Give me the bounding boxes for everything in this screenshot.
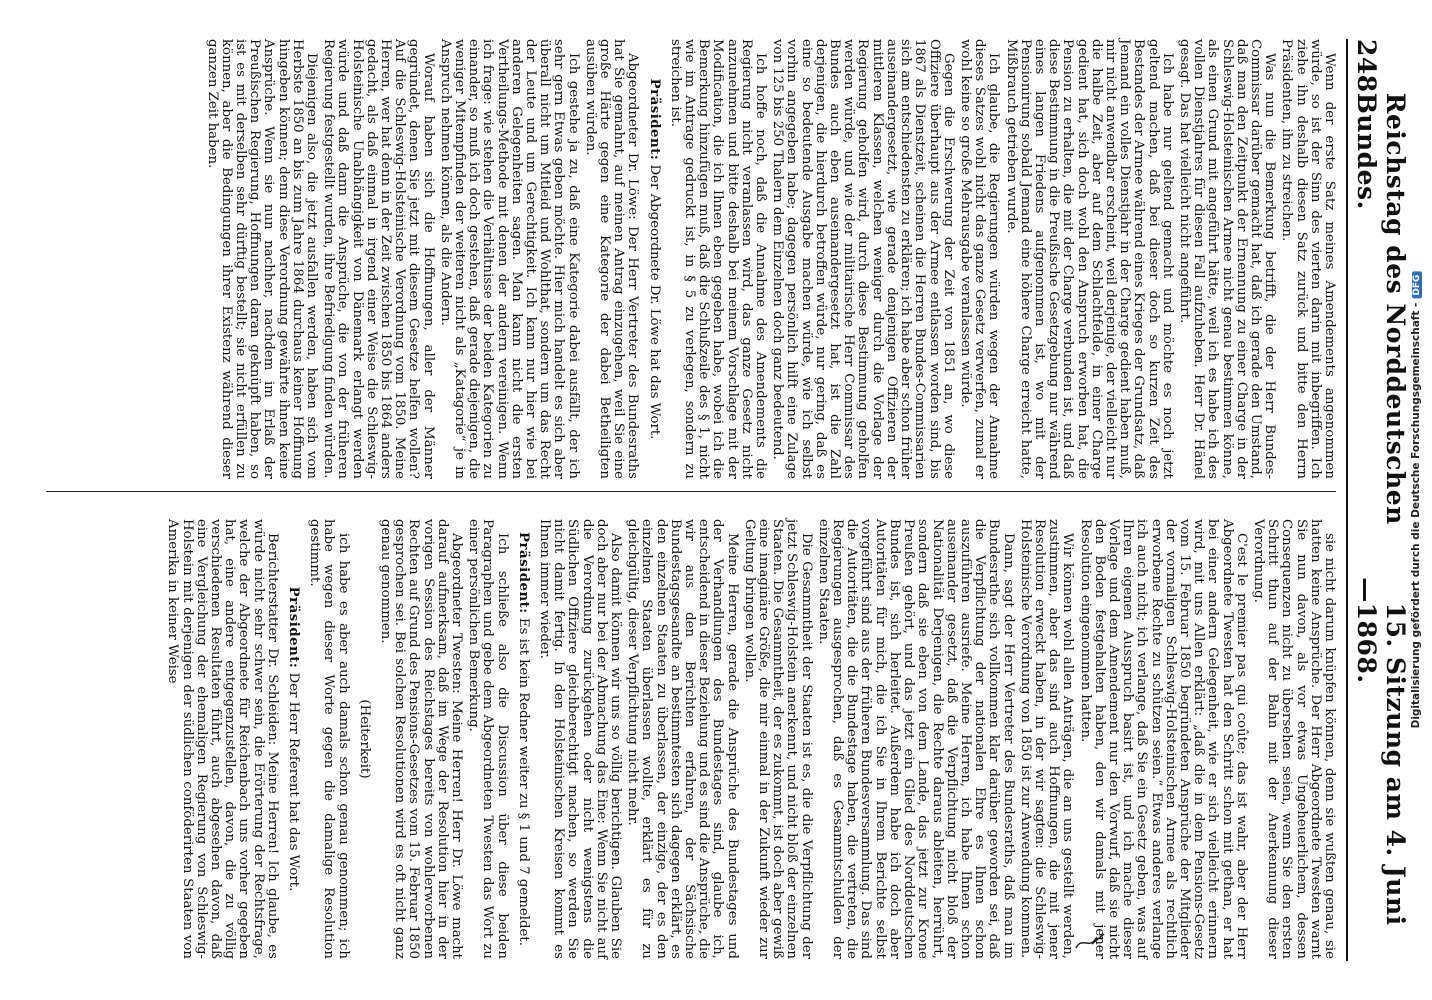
paragraph bbox=[1251, 519, 1336, 959]
paragraph bbox=[286, 519, 300, 959]
text-column-left bbox=[201, 39, 1336, 479]
paragraph bbox=[307, 519, 350, 959]
paragraph-text: C'est le premier pas qui coûte; das ist wahr, aber der Herr Abgeordnete Twesten hat den Schritt schon mit gethan, er hat bei einer andern Gelegenheit, wie er sich vielleicht erinnern wird, mit uns Allen erklärt: „daß die in dem Pensions-Gesetz vom 15. Februar 1850 begründeten Ansprüche der Mitglieder der vormaligen Schleswig-Holsteinischen Armee als rechtlich erworbene Rechte zu schützen seien.“ Etwas anderes verlange ich auch nicht; ich verlange, daß Sie ein Gesetz geben, was auf Ihren eigenen Ausspruch basirt ist, und ich mache dieser Vorlage und dem Amendement nur den Vorwurf, daß sie nicht den Boden festgehalten haben, den wir damals mit jener Resolution eingenommen hatten. bbox=[1077, 519, 1249, 959]
paragraph-text: Ich glaube, die Regierungen würden wegen der Annahme dieses Satzes wohl nicht das ganze Gesetz verwerfen, zumal er wohl keine so große Mehrausgabe veranlassen würde. bbox=[957, 39, 1002, 479]
paragraph-text: Worauf haben sich die Hoffnungen, aller der Männer gegründet, denen Sie jetzt mit diesem Gesetze helfen wollen? Auf die Schleswig-Holsteinische Verordnung vom 1850. Meine Herren, wer hat denn in der Zeit zwischen 1850 bis 1864 anders gedacht, als daß einmal in irgend einer Weise die Schleswig-Holsteinische Unabhängigkeit von Dänemark erlangt werden würde und daß dann die Ansprüche, die von der früheren Regierung festgestellt wurden, ihre Befriedigung finden würden. bbox=[321, 39, 436, 479]
paragraph bbox=[816, 519, 1015, 959]
paragraph bbox=[204, 39, 318, 479]
paragraph-text: Ich hoffe noch, daß die Annahme des Amendements die Regierung nicht veranlassen wird, das ganze Gesetz nicht anzunehmen und bitte deshalb bei meinem Vorschlage mit der Modification, die ich Ihnen eben gegeben habe, wobei ich die Bemerkung hinzufügen muß, daß die Schlußzeile des § 1, nicht wie im Antrage gedruckt ist, in § 5 zu verlegen, sondern zu streichen ist. bbox=[667, 39, 769, 479]
paragraph bbox=[357, 519, 371, 959]
paragraph-text: Gegen die Erschwerung der Zeit von 1851 an, wo diese Offiziere überhaupt aus der Armee entlassen worden sind, bis 1867 als Dienstzeit, scheinen die Herren Bundes-Commissarien sich am entschiedensten zu erklären; ich habe aber schon früher auseinandergesetzt, wie gerade denjenigen Offizieren der mittleren Klassen, welchen weniger durch die Vorlage der Regierung geholfen wird, durch diese Bestimmung geholfen werden würde, und wie der militairische Herr Commissar des Bundes auch eben auseinandergesetzt hat, ist die Zahl derjenigen, die hierdurch betroffen würde, nur gering, daß es eine so bedeutende Ausgabe machen würde, wie ich selbst vorhin angegeben habe; dagegen persönlich hilft eine Zulage von 125 bis 250 Thalern dem Einzelnen doch ganz bedeutend. bbox=[770, 39, 956, 479]
paragraph bbox=[625, 519, 739, 959]
speaker-label: Präsident: bbox=[285, 586, 301, 669]
paragraph bbox=[1177, 39, 1276, 479]
paragraph-text: Es ist kein Redner weiter zu § 1 und 7 gemeldet. bbox=[515, 617, 531, 946]
digitization-credit bbox=[1406, 0, 1426, 1000]
paragraph-text: Abgeordneter Dr. Löwe: Der Herr Vertreter des Bundesraths hat Sie gemahnt, auf meinen Antrag einzugehen, weil Sie eine große Härte gegen eine Kategorie der dabei Betheiligten ausüben würden. bbox=[582, 39, 641, 479]
text-column-right bbox=[162, 519, 1336, 959]
paragraph bbox=[1077, 519, 1247, 959]
paragraph bbox=[321, 39, 435, 479]
paragraph-text: Ich schließe also die Discussion über diese beiden Paragraphen und gebe dem Abgeordneten Twesten das Wort zu einer persönlichen Bemerkung. bbox=[466, 519, 510, 959]
paragraph bbox=[742, 519, 813, 959]
paragraph bbox=[516, 519, 530, 959]
credit-text: Digitalisierung gefördert durch die Deutsche Forschungsgemeinschaft - bbox=[1410, 302, 1422, 729]
paragraph-text: Also damit können wir uns so völlig berichtigen. Glauben Sie doch aber nur bei der Abmachung das Eine: Wenn Sie nicht auf die Verordnung zurückgehen oder nicht wenigstens die Südlichen Offiziere gleichberechtigt machen, so werden Sie nicht damit fertig. In den Holsteinischen Kreisen kommt es Ihnen immer wieder. bbox=[537, 519, 624, 959]
column-divider bbox=[46, 491, 1336, 492]
header-separator: — bbox=[1352, 577, 1381, 603]
paragraph-text: ich habe es aber auch damals schon genau genommen; ich habe wegen dieser Worte gegen die damalige Resolution gestimmt. bbox=[307, 519, 351, 959]
paragraph bbox=[378, 519, 463, 959]
paragraph bbox=[583, 39, 640, 479]
paragraph bbox=[165, 519, 279, 959]
paragraph-text: Ich habe nur geltend gemacht und möchte es noch jetzt geltend machen, daß bei dieser doch so kurzen Zeit des Bestandes der Armee während eines Krieges der Grundsatz, daß Jemand ein volles Dienstjahr in der Charge gedient haben muß, mir nicht anwendbar erscheint, weil derjenige, der vielleicht nur die halbe Zeit, aber auf dem Schlachtfelde, in einer Charge gedient hat, sich doch wohl den Anspruch erworben hat, die Pension zu erhalten, die mit der Charge verbunden ist, und daß diese Bestimmung in die Preußische Gesetzgebung nur während eines langen Friedens aufgenommen ist, wo mit der Pensionirung sobald Jemand eine höhere Charge erreicht hatte, Mißbrauch getrieben wurde. bbox=[1003, 39, 1175, 479]
paragraph bbox=[770, 39, 955, 479]
paragraph bbox=[466, 519, 509, 959]
paragraph-text: (Heiterkeit) bbox=[356, 699, 372, 779]
paragraph bbox=[958, 39, 1001, 479]
paragraph bbox=[438, 39, 580, 479]
paragraph bbox=[1018, 519, 1075, 959]
paragraph bbox=[668, 39, 767, 479]
paragraph-text: Dann, sagt der Herr Vertreter des Bundesraths, daß man im Bundesrathe sich vollkommen klar darüber geworden sei, daß die Verpflichtung der nationalen Ehre es Ihnen schon auszuführen ausriefe. Meine Herren, ich habe Ihnen schon auseinander gesetzt, daß die Verpflichtung nicht bloß der Nationalität Derjenigen, die Rechte daraus ableiten, herrührt, sondern daß sie eben von dem Lande, das jetzt zur Krone Preußen gehört, und das jetzt ein Glied des Norddeutschen Bundes ist, sich herleitet. Außerdem habe ich doch aber Autoritäten für mich, die ich Sie in Ihrem Berichte selbst vorgeführt sind aus der früheren Bundesversammlung. Das sind die Autoritäten, die die Bundestage haben, die vertreten, die Regierungen ausgesprochen, daß es Gesammtschulden der einzelnen Staaten. bbox=[815, 519, 1016, 959]
paragraph-text: Wir können wohl allen Anträgen, die an uns gestellt werden, zustimmen, aber das sind auch Hoffnungen, die mit jener Resolution erweckt haben, in der wir sagten: die Schleswig-Holsteinische Verordnung von 1850 ist zur Anwendung kommen. bbox=[1017, 519, 1076, 959]
paragraph-text: Meine Herren, gerade die Ansprüche des Bundestages und der Verhandlungen des Bundestages sind, glaube ich, entscheidend in dieser Beziehung und es sind die Ansprüche, die wir aus den Berichten erfahren, der Sächsische Bundestagsgesandte an bestimmtesten sich dagegen erklärt, es den einzelnen Staaten zu überlassen, der einzige, der es den einzelnen Staaten überlassen wollte, erklärt es für zu gleichgültig, dieser Verpflichtung nicht mehr. bbox=[625, 519, 740, 959]
paragraph-text: Der Abgeordnete Dr. Löwe hat das Wort. bbox=[646, 164, 662, 440]
dfg-logo: DFG bbox=[1412, 272, 1422, 299]
pen-mark bbox=[1072, 930, 1108, 954]
newspaper-page bbox=[26, 5, 1410, 995]
paragraph bbox=[1279, 39, 1336, 479]
speaker-label: Präsident: bbox=[515, 532, 531, 614]
paragraph-text: Wenn der erste Satz meines Amendements angenommen würde, so ist der Sinn des vierten darin mit inbegriffen. Ich ziehe ihn deshalb diesen Satz zurück und bitte den Herrn Präsidenten, ihn zu streichen. bbox=[1279, 39, 1337, 479]
paragraph-text: Der Herr Referent hat das Wort. bbox=[285, 672, 301, 892]
paragraph bbox=[1003, 39, 1173, 479]
paragraph-text: Diejenigen also, die jetzt ausfallen werden, haben sich vom Herbste 1850 an bis zum Jahre 1864 durchaus keiner Hoffnung hingeben können; denn diese Verordnung gewährte ihnen keine Ansprüche. Wenn sie nun nachher, nachdem im Erlaß der Preußischen Regierung, Hoffnungen daran geknüpft haben, so ist es mit derselben sehr dürftig bestellt; sie nicht erfüllen zu können, aber die Bedingungen ihrer Existenz während dieser ganzen Zeit haben. bbox=[204, 39, 319, 479]
speaker-label: Präsident: bbox=[646, 78, 662, 161]
paragraph-text: sie nicht darum knüpfen können, denn sie wußten genau, sie hatten keine Ansprüche. Der Herr Abgeordnete Twesten warnt Sie nun davon, als vor etwas Ungeheuerlichem, dessen Consequenzen nicht zu übersehen seien, wenn Sie den ersten Schritt thun auf der Bahn mit der Anerkennung dieser Verordnung. bbox=[1250, 519, 1337, 959]
header-left-title: Reichstag des Norddeutschen Bundes. bbox=[1352, 92, 1410, 525]
paragraph bbox=[537, 519, 622, 959]
paragraph bbox=[646, 39, 660, 479]
paragraph-text: Ich gestehe ja zu, daß eine Kategorie dabei ausfällt, der ich sehr gern Etwas geben möchte. Hier mich handelt es sich aber überall nicht um Mitleid und Wohlthat, sondern um das Recht der Leute und um Gerechtigkeit. Ich kann nur hier wie bei anderen Gelegenheiten sagen. Man kann nicht die ersten Vertheilungs-Methode mit denen der andern vereinigen. Wenn ich frage: wie stehen die Verhältnisse der beiden Kategorien zu einander, so muß ich doch gestehen, daß gerade diejenigen, die weniger Mitempfinden der weiteren nicht als „Katagorie“ je in Anspruch nehmen können, als die Andern. bbox=[437, 39, 581, 479]
page-header bbox=[1346, 39, 1410, 961]
paragraph-text: Abgeordneter Twesten: Meine Herren! Herr Dr. Löwe macht darauf aufmerksam, daß im Wege der Resolution hier in der vorigen Session des Reichstages bereits von wohlerworbenen Rechten auf Grund des Pensions-Gesetzes vom 15. Februar 1850 gesprochen sei. Bei solchen Resolutionen wird es oft nicht ganz genau genommen. bbox=[378, 519, 465, 959]
paragraph-text: Berichterstatter Dr. Schleiden: Meine Herren! Ich glaube, es würde nicht sehr schwer sein, die Erörterung der Rechtsfrage, welche der Abgeordnete für Reichenbach uns vorher gegeben hat, eine andere entgegenzustellen, davon, die zu völlig verschiedenen Resultaten führt, auch abgesehen davon, daß eine Vergleichung der ehemaligen Regierung von Schleswig-Holstein mit derjenigen der südlichen conföderirten Staaten von Amerika in keiner Weise bbox=[165, 519, 280, 959]
header-right-title: 15. Sitzung am 4. Juni 1868. bbox=[1352, 602, 1410, 926]
page-number: 248 bbox=[1352, 39, 1381, 93]
paragraph-text: Die Gesammtheit der Staaten ist es, die die Verpflichtung der jetzt Schleswig-Holstein anerkennt, und nicht bloß der einzelnen Staaten. Die Gesammtheit, der es zukommt, ist doch aber gewiß eine imaginäre Größe, die mir einmal in der Zukunft wieder zur Geltung bringen wollen. bbox=[741, 519, 814, 959]
paragraph-text: Was nun die Bemerkung betrifft, die der Herr Bundes-Commissar darüber gemacht hat, daß ich gerade den Umstand, daß man den Zeitpunkt der Ernennung zu einer Charge in der Schleswig-Holsteinischen Armee nicht genau bestimmen könne, als einen Grund mit angeführt hätte, weil ich es habe ich des vollen Dienstjahres für diesen Fall aufzuheben. Herr Dr. Hänel gesagt. Das hat vielleicht nicht angeführt. bbox=[1176, 39, 1278, 479]
